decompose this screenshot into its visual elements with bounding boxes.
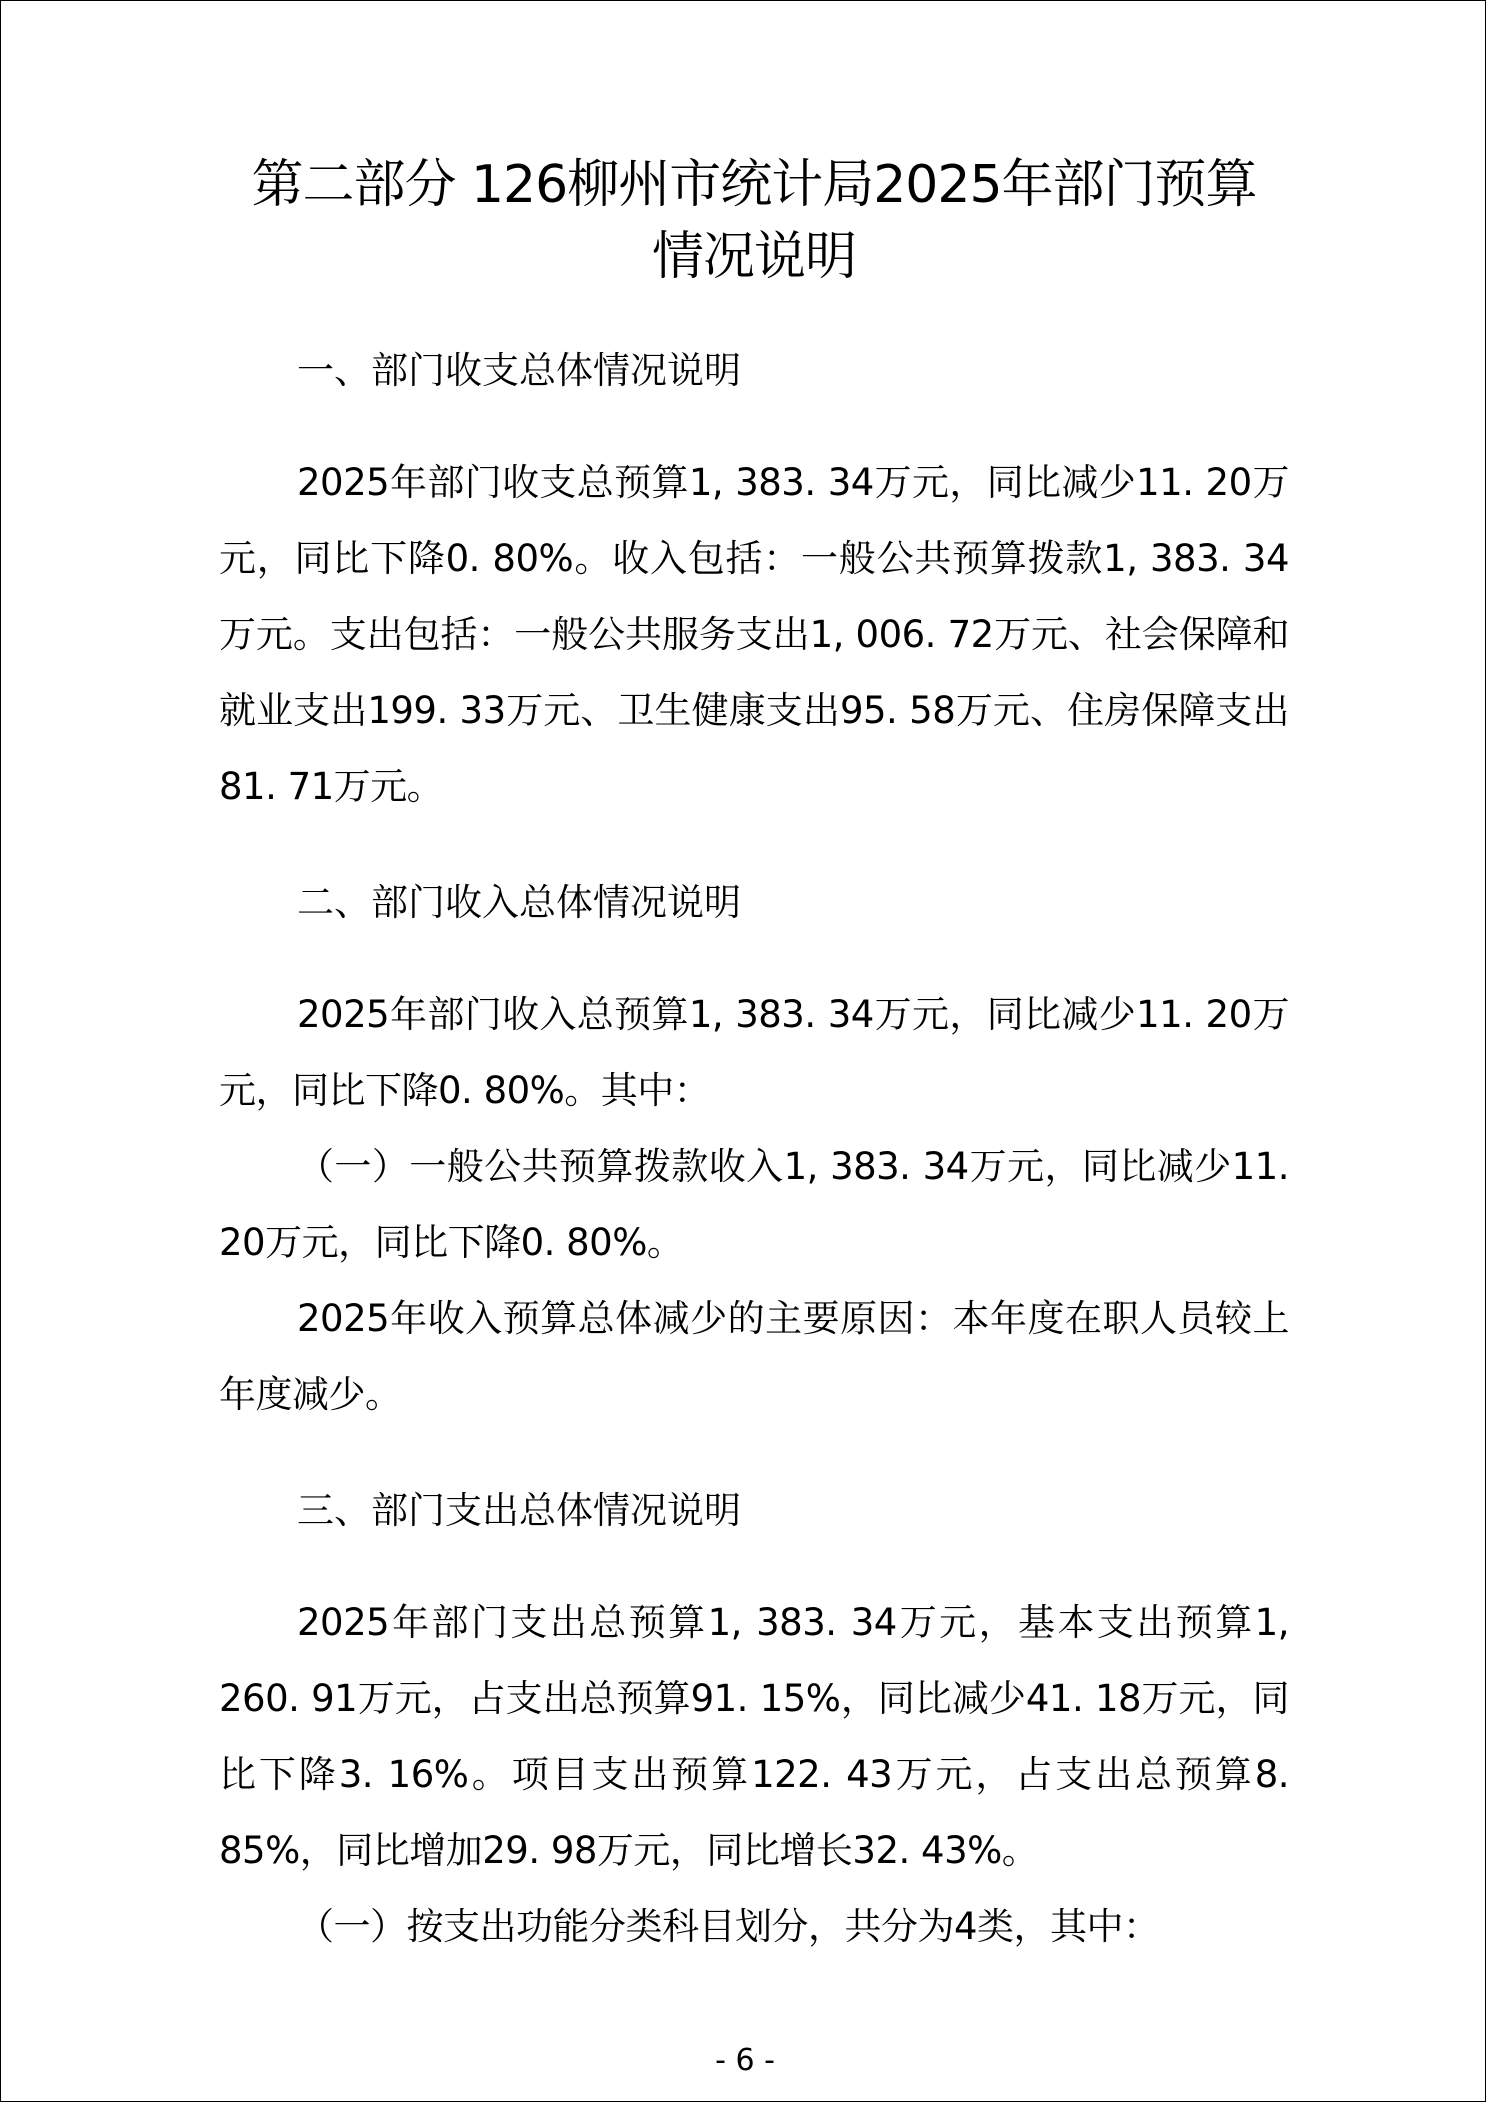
section-2-paragraph-2: （一）一般公共预算拨款收入1, 383. 34万元，同比减少11. 20万元，同比下降0. 80%。 [219,1145,1289,1264]
section-heading-1: 一、部门收支总体情况说明 [297,349,741,392]
title-line-2: 情况说明 [651,227,856,287]
title-line-1: 第二部分 126柳州市统计局2025年部门预算 [251,155,1257,215]
section-3-paragraph-1: 2025年部门支出总预算1, 383. 34万元，基本支出预算1, 260. 91万元，占支出总预算91. 15%，同比减少41. 18万元，同比下降3. 16%。项目支出预算122. 43万元，占支出总预算8. 85%，同比增加29. 98万元，同比增长32. 43%。 [219,1601,1289,1872]
document-title [219,149,1289,293]
page-number: - 6 - [715,2043,775,2078]
section-2-paragraph-3: 2025年收入预算总体减少的主要原因：本年度在职人员较上年度减少。 [219,1297,1289,1416]
document-body [219,149,1289,1965]
section-heading-2: 二、部门收入总体情况说明 [297,881,741,924]
section-heading-3: 三、部门支出总体情况说明 [297,1489,741,1532]
section-2-paragraph-1: 2025年部门收入总预算1, 383. 34万元，同比减少11. 20万元，同比下降0. 80%。其中： [219,993,1289,1112]
section-3-paragraph-2: （一）按支出功能分类科目划分，共分为4类，其中： [297,1905,1160,1948]
section-1-paragraph-1: 2025年部门收支总预算1, 383. 34万元，同比减少11. 20万元，同比下降0. 80%。收入包括：一般公共预算拨款1, 383. 34万元。支出包括：一般公共服务支出1, 006. 72万元、社会保障和就业支出199. 33万元、卫生健康支出95. 58万元、住房保障支出81. 71万元。 [219,461,1289,808]
